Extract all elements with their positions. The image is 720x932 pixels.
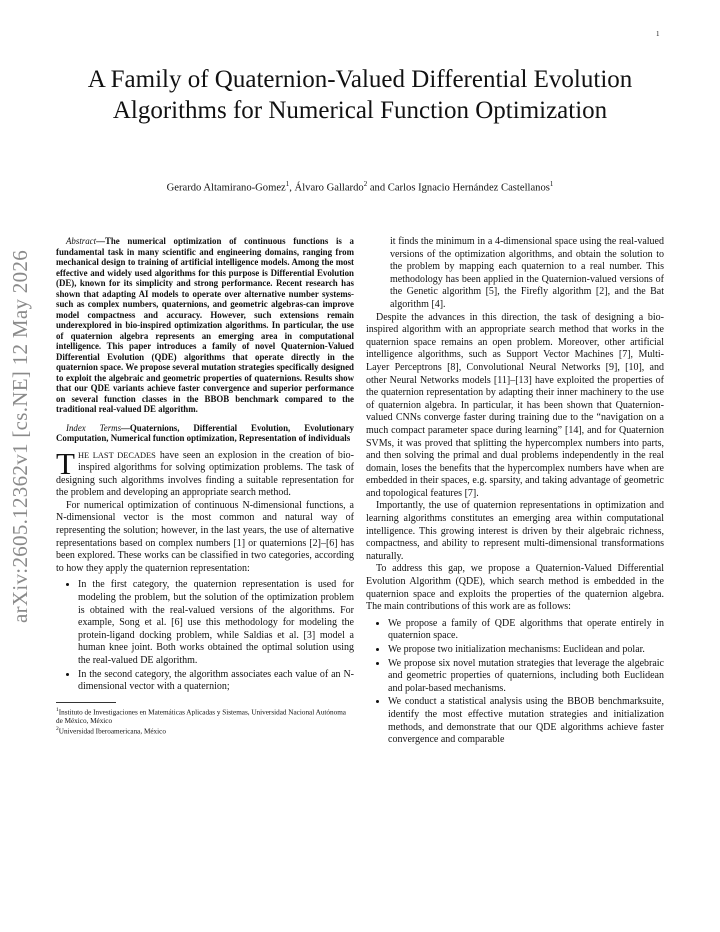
- intro-paragraph-text: have seen an explosion in the creation of bio-inspired algorithms for solving optimization problems. The task of designing such algorithms involves finding a suitable representation for the problem and developing an appropriate search method.: [56, 449, 354, 499]
- footnote-mark: 1: [56, 706, 59, 713]
- right-column: [366, 236, 664, 748]
- author-list: [60, 180, 660, 194]
- index-terms-text: —Quaternions, Differential Evolution, Evolutionary Computation, Numerical function optimization, Representation of individuals: [56, 422, 354, 443]
- footnote-text: Instituto de Investigaciones en Matemáticas Aplicadas y Sistemas, Universidad Nacional Autónoma de México, México: [56, 708, 346, 725]
- list-item: • We propose six novel mutation strategies that leverage the algebraic and geometric properties of quaternions, including both Euclidean and polar-based mechanisms.: [388, 658, 664, 696]
- list-item: • We propose a family of QDE algorithms that operate entirely in quaternion space.: [388, 618, 664, 643]
- index-terms: [56, 423, 354, 444]
- footnote: [56, 725, 354, 736]
- author-name: Álvaro Gallardo: [294, 182, 364, 194]
- footnote-mark: 2: [56, 726, 59, 733]
- author-name: Carlos Ignacio Hernández Castellanos: [387, 182, 550, 194]
- footnotes: [56, 706, 354, 737]
- list-item: • We conduct a statistical analysis using the BBOB benchmarksuite, identify the most effective mutation strategies and initialization methods, and demonstrate that our QDE algorithms achieve faster convergence and comparable: [388, 696, 664, 746]
- contributions-list: [366, 618, 664, 747]
- drop-cap: T: [56, 445, 75, 481]
- affiliation-mark: 2: [363, 180, 368, 188]
- arxiv-identifier-stamp: [2, 226, 38, 646]
- body-paragraph: To address this gap, we propose a Quaternion-Valued Differential Evolution Algorithm (QDE), which search method is embedded in the quaternion space and exploits the properties of the quaternion algebra. The main contributions of this work are as follows:: [366, 563, 664, 613]
- author-separator: ,: [289, 182, 295, 194]
- list-item: • In the second category, the algorithm associates each value of an N-dimensional vector with a quaternion;: [78, 669, 354, 694]
- abstract-text: —The numerical optimization of continuous functions is a fundamental task in many scientific and engineering domains, ranging from mechanical design to training of artificial intelligence models. Among the most effective and widely used algorithms for this purpose is Differential Evolution (DE), known for its simplicity and strong performance. Recent research has shown that adapting AI models to operate over alternative number systems-such as complex numbers, quaternions, and geometric algebras-can improve model compactness and accuracy. However, such extensions remain underexplored in bio-inspired optimization algorithms. In particular, the use of quaternion algebra represents an emerging area in computational intelligence. This paper introduces a family of novel Quaternion-Valued Differential Evolution (QDE) algorithms that operate directly in the quaternion space. We propose several mutation strategies specifically designed to exploit the algebraic and geometric properties of quaternions. Results show that our QDE variants achieve faster convergence and superior performance on several function classes in the BBOB benchmark compared to the traditional real-valued DE algorithm.: [56, 236, 354, 414]
- list-item: • In the first category, the quaternion representation is used for modeling the problem, but the solution of the optimization problem is obtained with the real-valued versions of the algorithms. For example, Song et al. [6] use this methodology for modeling the protein-ligand docking problem, while Saldias et al. [3] model a human knee joint. Both works obtained the optimal solution using the real-valued DE algorithm.: [78, 579, 354, 667]
- abstract: [56, 236, 354, 415]
- intro-smallcaps: HE LAST DECADES: [77, 450, 156, 460]
- affiliation-mark: 1: [285, 180, 290, 188]
- intro-paragraph: [56, 445, 354, 500]
- arxiv-identifier-text: arXiv:2605.12362v1 [cs.NE] 12 May 2026: [7, 249, 32, 623]
- body-paragraph: Importantly, the use of quaternion representations in optimization and learning algorithms constitutes an emerging area within computational intelligence. This growing interest is driven by their algebraic richness, compactness, and ability to represent multi-dimensional transformations naturally.: [366, 500, 664, 562]
- author-separator: and: [367, 182, 388, 194]
- index-terms-heading: Index Terms: [66, 422, 122, 433]
- author-name: Gerardo Altamirano-Gomez: [166, 182, 286, 194]
- body-paragraph: For numerical optimization of continuous N-dimensional functions, a N-dimensional vector is the most common and natural way of representing the solution; however, in the last years, the use of alternative representations based on complex numbers [1] or quaternions [2]–[6] has been explored. These works can be classified in two categories, according to how they apply the quaternion representation:: [56, 499, 354, 574]
- body-paragraph: Despite the advances in this direction, the task of designing a bio-inspired algorithm with an appropriate search method that works in the quaternion space remains an open problem. Moreover, other artificial intelligence algorithms, such as Support Vector Machines [7], Multi-Layer Perceptrons [8], Convolutional Neural Networks [9], [10], and other Neural Networks models [11]–[13] have exploited the properties of the quaternion representation by adapting their inner machinery to the use of quaternion algebra. In particular, it has been shown that Quaternion-valued CNNs converge faster during training due to the “navigation on a much compact parameter space during learning” [14], and for Quaternion SVMs, it was proved that splitting the hypercomplex numbers into parts, and then solving the primal and dual problems independently in the real domain, loses the benefits that the hypercomplex numbers have when are embedded in their spaces, e.g. sparsity, and taking advantage of geometric and topological features [7].: [366, 311, 664, 499]
- abstract-heading: Abstract: [66, 236, 97, 246]
- category-list: [56, 579, 354, 693]
- list-item: • We propose two initialization mechanisms: Euclidean and polar.: [388, 644, 664, 657]
- paper-title: A Family of Quaternion-Valued Differential Evolution Algorithms for Numerical Function Optimization: [87, 66, 633, 124]
- page-number: 1: [656, 30, 660, 38]
- left-column: [56, 236, 354, 736]
- footnote: [56, 706, 354, 726]
- footnote-text: Universidad Iberoamericana, México: [58, 727, 166, 736]
- affiliation-mark: 1: [549, 180, 554, 188]
- list-item-continuation: it finds the minimum in a 4-dimensional space using the real-valued versions of the optimization algorithms, and obtain the solution to the problem by mapping each quaternion to a real number. This methodology has been applied in the Quaternion-valued versions of the Genetic algorithm [5], the Firefly algorithm [2], and the Bat algorithm [4].: [390, 236, 664, 310]
- footnote-divider: [56, 702, 116, 703]
